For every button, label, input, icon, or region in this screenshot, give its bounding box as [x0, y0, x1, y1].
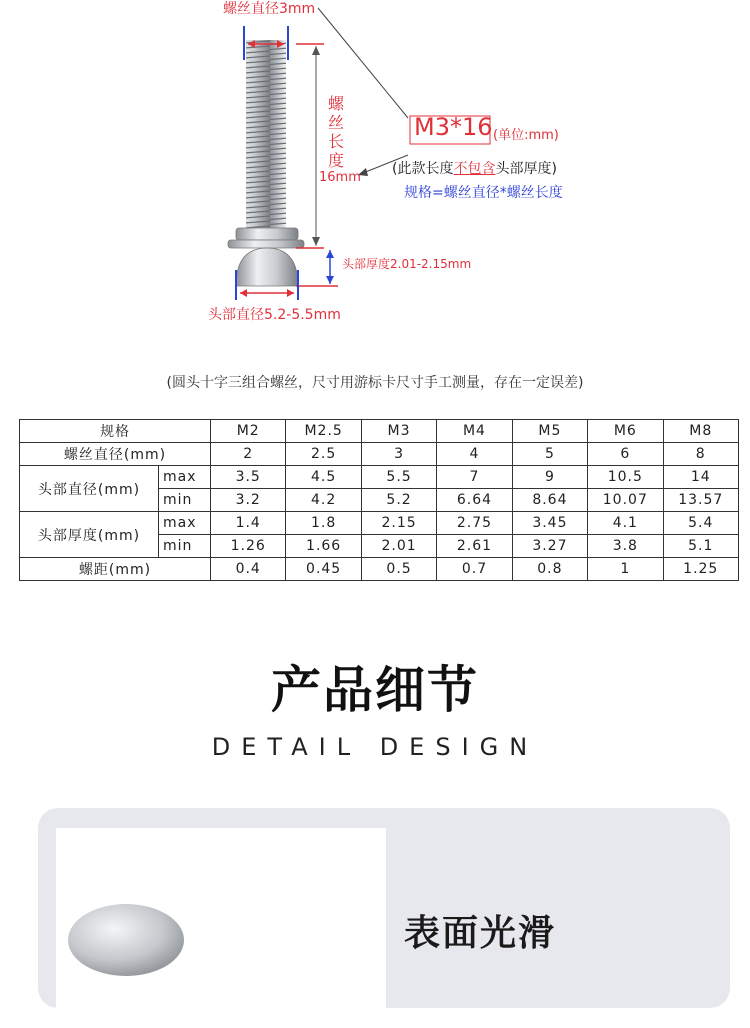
- length-value: 16mm: [319, 170, 361, 185]
- table-cell: 2.01: [361, 535, 436, 558]
- thread-diameter-label: 螺丝直径3mm: [223, 1, 316, 17]
- table-row: [20, 466, 739, 489]
- table-cell: 10.5: [588, 466, 663, 489]
- screw-shank: [246, 40, 286, 235]
- table-cell: 3.27: [512, 535, 587, 558]
- pitch-label-cell: 螺距(mm): [20, 558, 211, 581]
- section-subtitle: DETAIL DESIGN: [211, 733, 539, 761]
- table-cell: 1.66: [286, 535, 361, 558]
- table-cell: 5: [512, 443, 587, 466]
- spec-table: [19, 419, 739, 581]
- max-label-cell: max: [159, 512, 211, 535]
- table-cell: 5.4: [663, 512, 738, 535]
- size-header-cell: M5: [512, 420, 587, 443]
- head-thickness-label-cell: 头部厚度(mm): [20, 512, 159, 558]
- length-note-highlight: 不包含: [453, 161, 496, 177]
- screw-head: [236, 248, 298, 286]
- table-cell: 2.15: [361, 512, 436, 535]
- table-row: [20, 512, 739, 535]
- table-cell: 0.5: [361, 558, 436, 581]
- table-cell: 8: [663, 443, 738, 466]
- length-note: [392, 158, 557, 178]
- table-cell: 0.8: [512, 558, 587, 581]
- table-cell: 3.45: [512, 512, 587, 535]
- header-label-cell: 规格: [20, 420, 211, 443]
- table-cell: 2.75: [437, 512, 512, 535]
- feature-title: 表面光滑: [404, 913, 557, 954]
- length-note-suffix: 头部厚度): [495, 161, 557, 177]
- size-header-cell: M6: [588, 420, 663, 443]
- flat-washer: [228, 240, 304, 248]
- table-cell: 5.2: [361, 489, 436, 512]
- size-header-cell: M8: [663, 420, 738, 443]
- table-cell: 2: [211, 443, 286, 466]
- product-photo: [56, 828, 386, 1028]
- table-cell: 6: [588, 443, 663, 466]
- screw-illustration: [0, 0, 750, 340]
- table-row: [20, 443, 739, 466]
- min-label-cell: min: [159, 489, 211, 512]
- section-title: 产品细节: [271, 661, 479, 719]
- table-cell: 1.26: [211, 535, 286, 558]
- table-cell: 3.5: [211, 466, 286, 489]
- head-diameter-label-cell: 头部直径(mm): [20, 466, 159, 512]
- max-label-cell: max: [159, 466, 211, 489]
- table-cell: 1.4: [211, 512, 286, 535]
- screw-photo-image: [56, 828, 386, 1028]
- table-row: [20, 558, 739, 581]
- model-label: M3*16: [414, 113, 493, 141]
- table-cell: 1.8: [286, 512, 361, 535]
- table-cell: 6.64: [437, 489, 512, 512]
- table-cell: 4: [437, 443, 512, 466]
- length-note-prefix: (此款长度: [392, 161, 454, 177]
- table-cell: 5.5: [361, 466, 436, 489]
- unit-note: (单位:mm): [493, 128, 559, 143]
- table-cell: 1: [588, 558, 663, 581]
- table-cell: 5.1: [663, 535, 738, 558]
- table-cell: 14: [663, 466, 738, 489]
- head-diameter-label: 头部直径5.2-5.5mm: [208, 307, 341, 323]
- table-cell: 4.1: [588, 512, 663, 535]
- table-cell: 10.07: [588, 489, 663, 512]
- length-label: 螺丝长度: [327, 94, 344, 170]
- table-cell: 1.25: [663, 558, 738, 581]
- size-header-cell: M2: [211, 420, 286, 443]
- min-label-cell: min: [159, 535, 211, 558]
- table-cell: 4.2: [286, 489, 361, 512]
- table-header-row: [20, 420, 739, 443]
- table-cell: 2.61: [437, 535, 512, 558]
- thread-label-cell: 螺丝直径(mm): [20, 443, 211, 466]
- table-cell: 8.64: [512, 489, 587, 512]
- spring-washer: [236, 228, 298, 240]
- table-cell: 9: [512, 466, 587, 489]
- table-cell: 2.5: [286, 443, 361, 466]
- measurement-note: (圆头十字三组合螺丝，尺寸用游标卡尺寸手工测量，存在一定误差): [166, 375, 584, 391]
- table-cell: 3.8: [588, 535, 663, 558]
- table-cell: 0.7: [437, 558, 512, 581]
- table-cell: 13.57: [663, 489, 738, 512]
- spec-formula: 规格=螺丝直径*螺丝长度: [404, 185, 563, 201]
- size-header-cell: M4: [437, 420, 512, 443]
- size-header-cell: M2.5: [286, 420, 361, 443]
- table-cell: 3.2: [211, 489, 286, 512]
- head-thickness-label: 头部厚度2.01-2.15mm: [342, 257, 472, 271]
- table-cell: 7: [437, 466, 512, 489]
- table-cell: 0.4: [211, 558, 286, 581]
- table-cell: 0.45: [286, 558, 361, 581]
- size-header-cell: M3: [361, 420, 436, 443]
- table-cell: 3: [361, 443, 436, 466]
- table-cell: 4.5: [286, 466, 361, 489]
